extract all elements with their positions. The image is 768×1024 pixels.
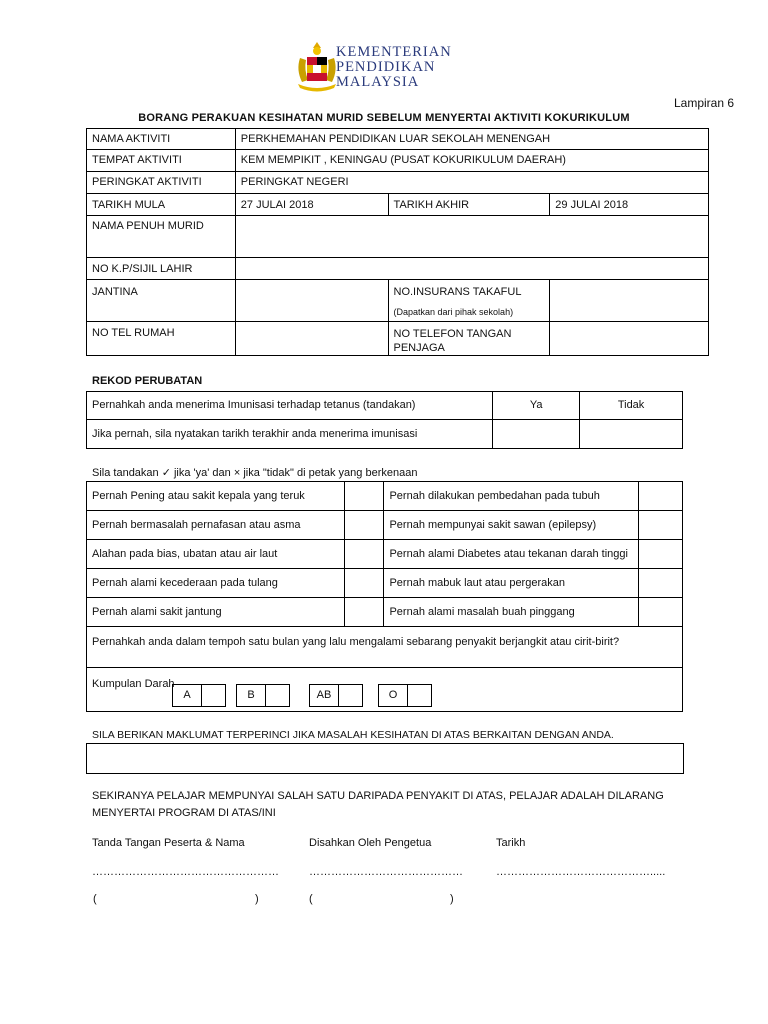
immunisation-question: Pernahkah anda menerima Imunisasi terhadap tetanus (tandakan) (87, 392, 493, 420)
tarikh-akhir-value[interactable]: 29 JULAI 2018 (550, 194, 709, 216)
immunisation-table (86, 391, 683, 449)
blood-type-label: O (378, 684, 408, 707)
rekod-perubatan-heading: REKOD PERUBATAN (92, 375, 203, 387)
tarikh-mula-label: TARIKH MULA (87, 194, 236, 216)
peringkat-aktiviti-value[interactable]: PERINGKAT NEGERI (235, 172, 708, 194)
warning-text (92, 788, 664, 822)
condition-left-checkbox[interactable] (344, 482, 384, 511)
condition-left-checkbox[interactable] (344, 511, 384, 540)
principal-name-open-paren: ( (309, 893, 313, 905)
principal-name-close-paren: ) (450, 893, 454, 905)
condition-right: Pernah alami masalah buah pinggang (384, 598, 639, 627)
ya-label[interactable]: Ya (493, 392, 580, 420)
insurans-field[interactable] (550, 280, 709, 322)
insurans-label: NO.INSURANS TAKAFUL (393, 286, 522, 298)
condition-right: Pernah mempunyai sakit sawan (epilepsy) (384, 511, 639, 540)
condition-right: Pernah alami Diabetes atau tekanan darah tinggi (384, 540, 639, 569)
nama-murid-label: NAMA PENUH MURID (87, 216, 236, 258)
jantina-field[interactable] (235, 280, 388, 322)
condition-right-checkbox[interactable] (639, 598, 683, 627)
date-line[interactable]: ……………………………………..... (496, 866, 666, 878)
warning-line-1: SEKIRANYA PELAJAR MEMPUNYAI SALAH SATU DARIPADA PENYAKIT DI ATAS, PELAJAR ADALAH DILARANG (92, 790, 664, 802)
immunisation-date-field-1[interactable] (493, 420, 580, 449)
blood-type-checkbox[interactable] (338, 684, 363, 707)
tempat-aktiviti-value[interactable]: KEM MEMPIKIT , KENINGAU (PUSAT KOKURIKULUM DAERAH) (235, 150, 708, 172)
condition-left: Pernah alami sakit jantung (87, 598, 345, 627)
participant-signature-line[interactable]: …………………………………………… (92, 866, 279, 878)
details-field[interactable] (86, 743, 684, 774)
tel-rumah-label: NO TEL RUMAH (87, 322, 236, 356)
tempat-aktiviti-label: TEMPAT AKTIVITI (87, 150, 236, 172)
nokp-field[interactable] (235, 258, 708, 280)
immunisation-date-field-2[interactable] (580, 420, 683, 449)
nama-aktiviti-label: NAMA AKTIVITI (87, 129, 236, 150)
tarikh-mula-value[interactable]: 27 JULAI 2018 (235, 194, 388, 216)
condition-left: Pernah alami kecederaan pada tulang (87, 569, 345, 598)
date-label: Tarikh (496, 837, 526, 849)
condition-left-checkbox[interactable] (344, 569, 384, 598)
condition-left: Alahan pada bias, ubatan atau air laut (87, 540, 345, 569)
condition-right-checkbox[interactable] (639, 540, 683, 569)
peringkat-aktiviti-label: PERINGKAT AKTIVITI (87, 172, 236, 194)
conditions-table (86, 481, 683, 712)
participant-name-open-paren: ( (93, 893, 97, 905)
participant-name-close-paren: ) (255, 893, 259, 905)
condition-right-checkbox[interactable] (639, 511, 683, 540)
checkbox-instruction: Sila tandakan ✓ jika 'ya' dan × jika "tidak" di petak yang berkenaan (92, 467, 418, 479)
immunisation-date-question: Jika pernah, sila nyatakan tarikh terakhir anda menerima imunisasi (87, 420, 493, 449)
infection-question: Pernahkah anda dalam tempoh satu bulan yang lalu mengalami sebarang penyakit berjangkit atau cirit-birit? (87, 627, 683, 668)
ministry-line-2: PENDIDIKAN (336, 59, 436, 75)
nama-murid-field[interactable] (235, 216, 708, 258)
insurans-label-cell (388, 280, 550, 322)
coat-of-arms-icon (292, 40, 342, 96)
ministry-name (336, 45, 452, 90)
nama-aktiviti-value[interactable]: PERKHEMAHAN PENDIDIKAN LUAR SEKOLAH MENENGAH (235, 129, 708, 150)
condition-left-checkbox[interactable] (344, 598, 384, 627)
insurans-note: (Dapatkan dari pihak sekolah) (393, 307, 514, 317)
blood-type-label: B (236, 684, 266, 707)
condition-right-checkbox[interactable] (639, 569, 683, 598)
condition-right: Pernah mabuk laut atau pergerakan (384, 569, 639, 598)
blood-type-label: AB (309, 684, 339, 707)
tarikh-akhir-label: TARIKH AKHIR (388, 194, 550, 216)
principal-signature-line[interactable]: …………………………………… (309, 866, 463, 878)
blood-type-checkbox[interactable] (201, 684, 226, 707)
student-info-table (86, 128, 709, 356)
condition-right-checkbox[interactable] (639, 482, 683, 511)
condition-right: Pernah dilakukan pembedahan pada tubuh (384, 482, 639, 511)
blood-type-checkbox[interactable] (265, 684, 290, 707)
participant-signature-label: Tanda Tangan Peserta & Nama (92, 837, 245, 849)
tel-rumah-field[interactable] (235, 322, 388, 356)
ministry-line-3: MALAYSIA (336, 74, 420, 90)
blood-type-checkbox[interactable] (407, 684, 432, 707)
tel-penjaga-label: NO TELEFON TANGAN PENJAGA (388, 322, 550, 356)
form-title: BORANG PERAKUAN KESIHATAN MURID SEBELUM MENYERTAI AKTIVITI KOKURIKULUM (138, 112, 630, 124)
tidak-label[interactable]: Tidak (580, 392, 683, 420)
nokp-label: NO K.P/SIJIL LAHIR (87, 258, 236, 280)
condition-left: Pernah bermasalah pernafasan atau asma (87, 511, 345, 540)
tel-penjaga-field[interactable] (550, 322, 709, 356)
ministry-line-1: KEMENTERIAN (336, 44, 452, 60)
details-instruction: SILA BERIKAN MAKLUMAT TERPERINCI JIKA MASALAH KESIHATAN DI ATAS BERKAITAN DENGAN ANDA. (92, 729, 614, 741)
jantina-label: JANTINA (87, 280, 236, 322)
condition-left-checkbox[interactable] (344, 540, 384, 569)
blood-group-label: Kumpulan Darah (92, 678, 175, 690)
appendix-label: Lampiran 6 (674, 96, 735, 110)
blood-type-label: A (172, 684, 202, 707)
principal-approval-label: Disahkan Oleh Pengetua (309, 837, 432, 849)
warning-line-2: MENYERTAI PROGRAM DI ATAS/INI (92, 807, 276, 819)
condition-left: Pernah Pening atau sakit kepala yang teruk (87, 482, 345, 511)
